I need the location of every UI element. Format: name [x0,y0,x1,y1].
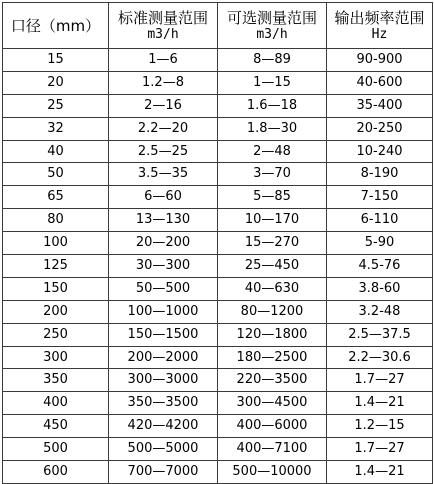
cell-frequency-range: 5-90 [327,232,433,255]
header-standard-range-label: 标准测量范围 [117,8,208,27]
cell-standard-range: 6—60 [109,186,218,209]
cell-standard-range: 1.2—8 [109,71,218,94]
cell-frequency-range: 90-900 [327,49,433,72]
cell-optional-range: 1.6—18 [218,94,327,117]
cell-optional-range: 400—6000 [218,415,327,438]
cell-frequency-range: 2.2—30.6 [327,346,433,369]
cell-optional-range: 80—1200 [218,300,327,323]
table-row [3,186,433,209]
cell-optional-range: 1—15 [218,71,327,94]
cell-optional-range: 10—170 [218,209,327,232]
cell-diameter: 150 [3,277,109,300]
cell-optional-range: 1.8—30 [218,117,327,140]
table-row [3,209,433,232]
header-frequency-range-label: 输出频率范围 [334,8,425,27]
cell-standard-range: 350—3500 [109,392,218,415]
cell-standard-range: 20—200 [109,232,218,255]
header-diameter [3,3,109,49]
cell-diameter: 125 [3,255,109,278]
cell-optional-range: 3—70 [218,163,327,186]
cell-diameter: 350 [3,369,109,392]
table-row [3,117,433,140]
cell-diameter: 40 [3,140,109,163]
cell-standard-range: 13—130 [109,209,218,232]
table-body [3,49,433,484]
header-row [3,3,433,49]
header-standard-range-unit: m3/h [147,26,179,42]
cell-frequency-range: 2.5—37.5 [327,323,433,346]
cell-optional-range: 40—630 [218,277,327,300]
cell-diameter: 50 [3,163,109,186]
header-frequency-range [327,3,433,49]
cell-standard-range: 200—2000 [109,346,218,369]
cell-diameter: 15 [3,49,109,72]
header-frequency-range-unit: Hz [371,26,388,42]
cell-standard-range: 2.2—20 [109,117,218,140]
cell-frequency-range: 6-110 [327,209,433,232]
cell-frequency-range: 1.7—27 [327,369,433,392]
cell-frequency-range: 40-600 [327,71,433,94]
header-standard-range [109,3,218,49]
table-row [3,415,433,438]
table-row [3,438,433,461]
cell-frequency-range: 1.2—15 [327,415,433,438]
cell-frequency-range: 3.2-48 [327,300,433,323]
table-row [3,346,433,369]
flow-range-table [2,2,433,484]
table-row [3,300,433,323]
cell-standard-range: 30—300 [109,255,218,278]
cell-diameter: 80 [3,209,109,232]
cell-diameter: 100 [3,232,109,255]
cell-optional-range: 500—10000 [218,461,327,484]
cell-frequency-range: 10-240 [327,140,433,163]
cell-diameter: 65 [3,186,109,209]
cell-frequency-range: 7-150 [327,186,433,209]
cell-standard-range: 3.5—35 [109,163,218,186]
cell-diameter: 25 [3,94,109,117]
table-row [3,392,433,415]
cell-standard-range: 500—5000 [109,438,218,461]
cell-diameter: 32 [3,117,109,140]
cell-standard-range: 2—16 [109,94,218,117]
cell-optional-range: 8—89 [218,49,327,72]
cell-diameter: 20 [3,71,109,94]
cell-optional-range: 25—450 [218,255,327,278]
cell-standard-range: 2.5—25 [109,140,218,163]
cell-frequency-range: 8-190 [327,163,433,186]
header-diameter-label: 口径（mm） [10,16,101,35]
cell-frequency-range: 1.4—21 [327,461,433,484]
header-optional-range [218,3,327,49]
table-row [3,49,433,72]
cell-standard-range: 700—7000 [109,461,218,484]
table-row [3,94,433,117]
table-row [3,140,433,163]
table-header [3,3,433,49]
cell-optional-range: 180—2500 [218,346,327,369]
table-row [3,71,433,94]
header-optional-range-label: 可选测量范围 [226,8,317,27]
table-row [3,163,433,186]
table-row [3,232,433,255]
cell-optional-range: 300—4500 [218,392,327,415]
cell-frequency-range: 1.4—21 [327,392,433,415]
cell-diameter: 600 [3,461,109,484]
cell-diameter: 500 [3,438,109,461]
cell-diameter: 400 [3,392,109,415]
table-row [3,255,433,278]
cell-diameter: 200 [3,300,109,323]
table-row [3,277,433,300]
cell-frequency-range: 20-250 [327,117,433,140]
cell-diameter: 250 [3,323,109,346]
spec-table-container [2,2,433,484]
cell-standard-range: 100—1000 [109,300,218,323]
cell-optional-range: 400—7100 [218,438,327,461]
cell-optional-range: 5—85 [218,186,327,209]
cell-frequency-range: 35-400 [327,94,433,117]
cell-standard-range: 1—6 [109,49,218,72]
cell-optional-range: 2—48 [218,140,327,163]
header-optional-range-unit: m3/h [256,26,288,42]
cell-standard-range: 300—3000 [109,369,218,392]
cell-optional-range: 220—3500 [218,369,327,392]
cell-optional-range: 120—1800 [218,323,327,346]
cell-frequency-range: 4.5-76 [327,255,433,278]
cell-standard-range: 420—4200 [109,415,218,438]
cell-optional-range: 15—270 [218,232,327,255]
table-row [3,369,433,392]
cell-diameter: 300 [3,346,109,369]
cell-frequency-range: 3.8-60 [327,277,433,300]
table-row [3,323,433,346]
cell-frequency-range: 1.7—27 [327,438,433,461]
cell-standard-range: 150—1500 [109,323,218,346]
cell-standard-range: 50—500 [109,277,218,300]
table-row [3,461,433,484]
cell-diameter: 450 [3,415,109,438]
